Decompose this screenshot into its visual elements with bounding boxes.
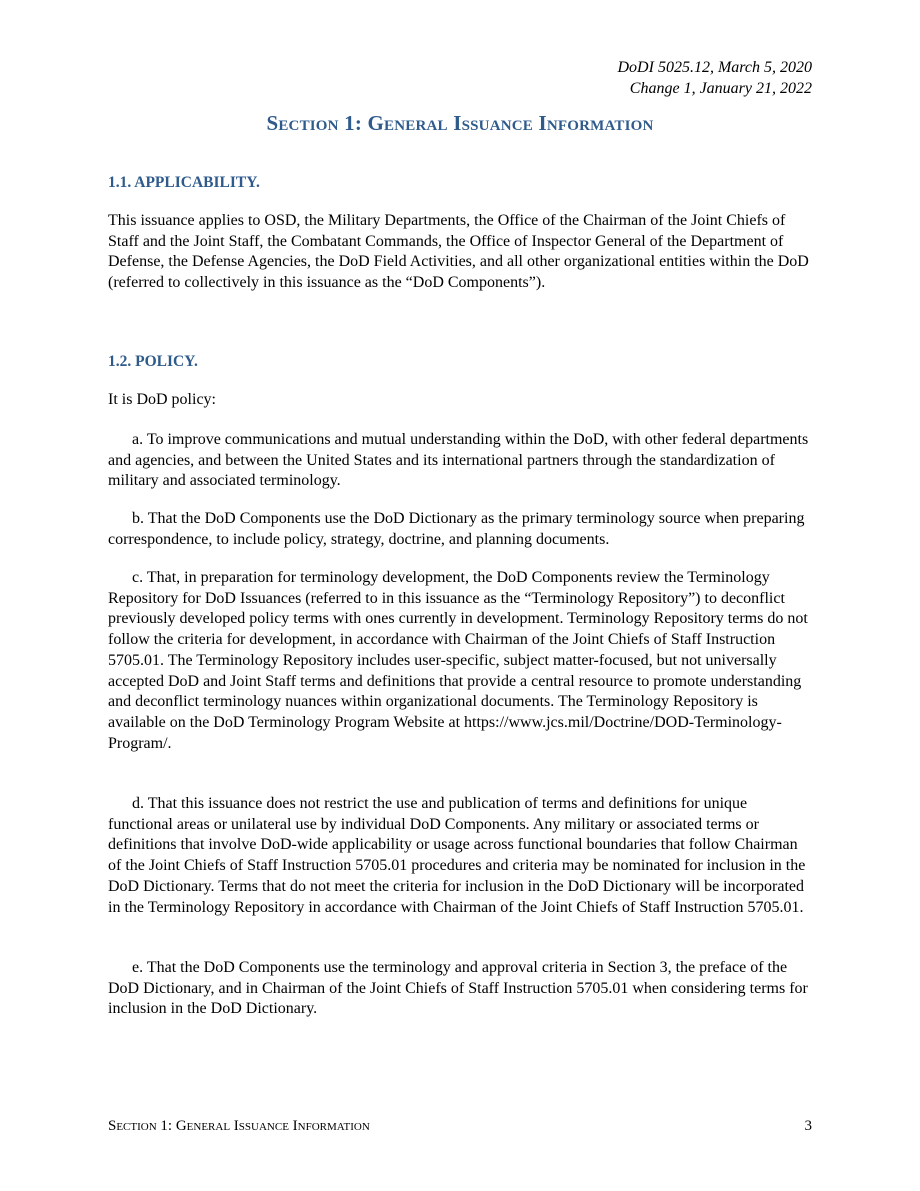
section-title: Section 1: General Issuance Information (266, 111, 654, 135)
applicability-paragraph: This issuance applies to OSD, the Military Departments, the Office of the Chairman of the Joint Chiefs of Staff and the Joint Staff, the Combatant Commands, the Office of Inspector General of the Department of Defense, the Defense Agencies, the DoD Field Activities, and all other organizational entities within the DoD (referred to collectively in this issuance as the “DoD Components”). (108, 212, 809, 292)
policy-item-b: b. That the DoD Components use the DoD Dictionary as the primary terminology source when preparing correspondence, to include policy, strategy, doctrine, and planning documents. (108, 510, 805, 548)
policy-item-c: c. That, in preparation for terminology development, the DoD Components review the Terminology Repository for DoD Issuances (referred to in this issuance as the “Terminology Repository”) to deconflict previously developed policy terms with ones currently in development. Terminology Repository terms do not follow the criteria for development, in accordance with Chairman of the Joint Chiefs of Staff Instruction 5705.01. The Terminology Repository includes user-specific, subject matter-focused, but not universally accepted DoD and Joint Staff terms and definitions that provide a central resource to promote understanding and deconflict terminology nuances within organizational documents. The Terminology Repository is available on the DoD Terminology Program Website at https://www.jcs.mil/Doctrine/DOD-Terminology-Program/. (108, 569, 808, 752)
header-doc-id: DoDI 5025.12, March 5, 2020 (617, 59, 812, 76)
applicability-heading: 1.1. APPLICABILITY. (108, 174, 260, 191)
document-header (618, 57, 813, 99)
policy-heading: 1.2. POLICY. (108, 353, 198, 370)
page-footer (108, 1118, 812, 1135)
policy-intro: It is DoD policy: (108, 391, 216, 408)
footer-section-title: Section 1: General Issuance Information (108, 1118, 370, 1134)
policy-item-a: a. To improve communications and mutual understanding within the DoD, with other federal departments and agencies, and between the United States and its international partners through the standardization of military and associated terminology. (108, 431, 809, 490)
policy-item-e: e. That the DoD Components use the terminology and approval criteria in Section 3, the preface of the DoD Dictionary, and in Chairman of the Joint Chiefs of Staff Instruction 5705.01 when considering terms for inclusion in the DoD Dictionary. (108, 959, 808, 1018)
page-number: 3 (804, 1118, 812, 1134)
header-change: Change 1, January 21, 2022 (629, 80, 812, 97)
policy-item-d: d. That this issuance does not restrict the use and publication of terms and definitions for unique functional areas or unilateral use by individual DoD Components. Any military or associated terms or definitions that involve DoD-wide applicability or usage across functional boundaries that follow Chairman of the Joint Chiefs of Staff Instruction 5705.01 procedures and criteria may be nominated for inclusion in the DoD Dictionary. Terms that do not meet the criteria for inclusion in the DoD Dictionary will be incorporated in the Terminology Repository in accordance with Chairman of the Joint Chiefs of Staff Instruction 5705.01. (108, 795, 806, 916)
